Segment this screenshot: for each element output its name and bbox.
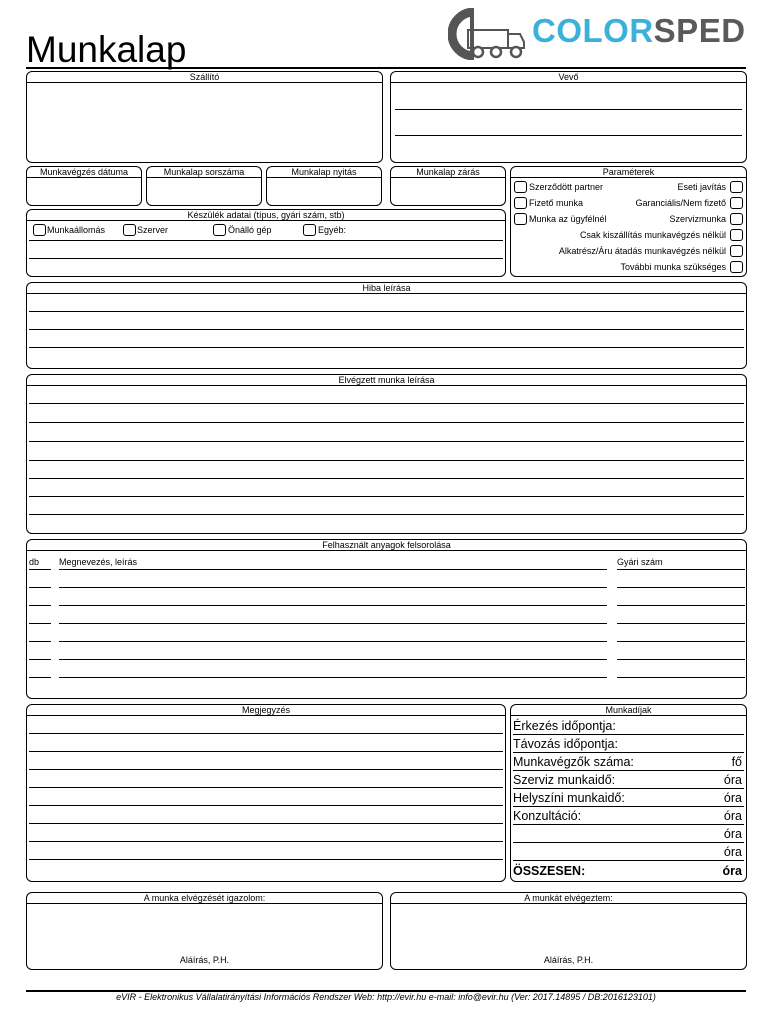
notes-line (29, 823, 503, 824)
notes-label: Megjegyzés (27, 705, 505, 716)
materials-row-line (617, 623, 745, 624)
logo-text-color: COLOR (532, 12, 654, 49)
fee-departure-label: Távozás időpontja: (513, 737, 618, 751)
param-service-work-checkbox[interactable] (730, 213, 743, 225)
fault-box[interactable] (26, 282, 747, 369)
footer-text: eVIR - Elektronikus Vállalatirányítási Információs Rendszer Web: http://evir.hu e-mail: info@evir.hu (Ver: 2017.14895 / DB:2016123101) (116, 992, 656, 1002)
param-contracted-partner-checkbox[interactable] (514, 181, 527, 193)
fee-onsite-time-label: Helyszíni munkaidő: (513, 791, 625, 805)
materials-col-serial: Gyári szám (617, 557, 663, 567)
work-date-field[interactable] (26, 166, 142, 206)
fees-box (510, 704, 747, 882)
materials-label: Felhasznált anyagok felsorolása (27, 540, 746, 551)
customer-line (395, 109, 742, 110)
materials-row-line (59, 569, 607, 570)
device-standalone-checkbox[interactable] (213, 224, 226, 236)
param-warranty-label: Garanciális/Nem fizető (635, 198, 726, 208)
params-box (510, 166, 747, 277)
page-title: Munkalap (26, 29, 187, 70)
fee-line (513, 860, 744, 861)
param-further-work-checkbox[interactable] (730, 261, 743, 273)
notes-line (29, 841, 503, 842)
logo-text (532, 12, 746, 50)
fee-consultation-unit: óra (723, 809, 742, 823)
materials-row-line (59, 641, 607, 642)
fault-line (29, 311, 744, 312)
sheet-number-label: Munkalap sorszáma (147, 167, 261, 178)
materials-row-line (29, 659, 51, 660)
param-adhoc-repair-checkbox[interactable] (730, 181, 743, 193)
fee-line (513, 824, 744, 825)
fee-line (513, 752, 744, 753)
fee-onsite-time-unit: óra (723, 791, 742, 805)
fee-extra1-unit: óra (723, 827, 742, 841)
customer-line (395, 135, 742, 136)
work-done-line (29, 478, 744, 479)
param-delivery-only-checkbox[interactable] (730, 229, 743, 241)
device-server-label: Szerver (137, 225, 169, 235)
fee-line (513, 788, 744, 789)
sheet-number-field[interactable] (146, 166, 262, 206)
sheet-close-field[interactable] (390, 166, 506, 206)
device-other-checkbox[interactable] (303, 224, 316, 236)
device-workstation-checkbox[interactable] (33, 224, 46, 236)
fee-workers-label: Munkavégzők száma: (513, 755, 634, 769)
performed-label: A munkát elvégeztem: (391, 893, 746, 904)
customer-label: Vevő (391, 72, 746, 83)
param-adhoc-repair-label: Eseti javítás (677, 182, 726, 192)
fee-line (513, 806, 744, 807)
device-line (29, 240, 503, 241)
fee-workers-unit: fő (731, 755, 742, 769)
fault-line (29, 329, 744, 330)
materials-row-line (59, 587, 607, 588)
materials-row-line (29, 641, 51, 642)
materials-col-desc: Megnevezés, leírás (59, 557, 138, 567)
param-paid-work-label: Fizető munka (529, 198, 584, 208)
device-standalone-label: Önálló gép (228, 225, 272, 235)
confirm-sign-label: Aláírás, P.H. (179, 955, 230, 965)
param-service-work-label: Szervizmunka (669, 214, 726, 224)
device-workstation-label: Munkaállomás (47, 225, 106, 235)
materials-row-line (59, 659, 607, 660)
fee-total-label: ÖSSZESEN: (513, 864, 586, 878)
fee-line (513, 842, 744, 843)
materials-row-line (617, 569, 745, 570)
materials-row-line (59, 605, 607, 606)
work-done-line (29, 422, 744, 423)
work-done-line (29, 496, 744, 497)
sheet-close-label: Munkalap zárás (391, 167, 505, 178)
work-date-label: Munkavégzés dátuma (27, 167, 141, 178)
confirm-label: A munka elvégzését igazolom: (27, 893, 382, 904)
notes-line (29, 787, 503, 788)
param-onsite-work-checkbox[interactable] (514, 213, 527, 225)
materials-box[interactable] (26, 539, 747, 699)
param-contracted-partner-label: Szerződött partner (529, 182, 604, 192)
materials-row-line (29, 677, 51, 678)
work-done-line (29, 514, 744, 515)
logo (448, 6, 748, 62)
top-rule (26, 67, 746, 69)
work-done-box[interactable] (26, 374, 747, 534)
device-server-checkbox[interactable] (123, 224, 136, 236)
fault-label: Hiba leírása (27, 283, 746, 294)
materials-row-line (29, 605, 51, 606)
materials-col-qty: db (29, 557, 40, 567)
customer-box[interactable] (390, 71, 747, 163)
materials-row-line (617, 587, 745, 588)
materials-row-line (617, 605, 745, 606)
fee-line (513, 734, 744, 735)
materials-row-line (29, 623, 51, 624)
performed-sign-label: Aláírás, P.H. (543, 955, 594, 965)
params-label: Paraméterek (511, 167, 746, 178)
param-onsite-work-label: Munka az ügyfélnél (529, 214, 607, 224)
param-parts-handover-label: Alkatrész/Áru átadás munkavégzés nélkül (558, 246, 726, 256)
supplier-box[interactable] (26, 71, 383, 163)
device-line (29, 258, 503, 259)
materials-row-line (29, 569, 51, 570)
device-box[interactable] (26, 209, 506, 277)
param-parts-handover-checkbox[interactable] (730, 245, 743, 257)
confirm-signature-box[interactable] (26, 892, 383, 970)
param-delivery-only-label: Csak kiszállítás munkavégzés nélkül (579, 230, 726, 240)
work-done-line (29, 460, 744, 461)
materials-row-line (29, 587, 51, 588)
fee-service-time-label: Szerviz munkaidő: (513, 773, 616, 787)
materials-row-line (59, 623, 607, 624)
materials-row-line (617, 659, 745, 660)
truck-icon (448, 8, 530, 60)
notes-line (29, 733, 503, 734)
fee-arrival-label: Érkezés időpontja: (513, 719, 616, 733)
notes-line (29, 859, 503, 860)
param-further-work-label: További munka szükséges (620, 262, 726, 272)
sheet-open-label: Munkalap nyitás (267, 167, 381, 178)
fee-line (513, 770, 744, 771)
device-other-label: Egyéb: (318, 225, 347, 235)
materials-row-line (617, 677, 745, 678)
notes-box[interactable] (26, 704, 506, 882)
notes-line (29, 805, 503, 806)
fee-service-time-unit: óra (723, 773, 742, 787)
sheet-open-field[interactable] (266, 166, 382, 206)
notes-line (29, 751, 503, 752)
work-done-line (29, 441, 744, 442)
logo-text-sped: SPED (653, 12, 746, 49)
fees-label: Munkadíjak (511, 705, 746, 716)
fault-line (29, 347, 744, 348)
materials-row-line (617, 641, 745, 642)
notes-line (29, 769, 503, 770)
device-label: Készülék adatai (típus, gyári szám, stb) (27, 210, 505, 221)
performed-signature-box[interactable] (390, 892, 747, 970)
materials-row-line (59, 677, 607, 678)
fee-total-unit: óra (722, 864, 742, 878)
fee-extra2-unit: óra (723, 845, 742, 859)
fee-consultation-label: Konzultáció: (513, 809, 582, 823)
param-warranty-checkbox[interactable] (730, 197, 743, 209)
work-done-line (29, 403, 744, 404)
work-done-label: Elvégzett munka leírása (27, 375, 746, 386)
supplier-label: Szállító (27, 72, 382, 83)
param-paid-work-checkbox[interactable] (514, 197, 527, 209)
